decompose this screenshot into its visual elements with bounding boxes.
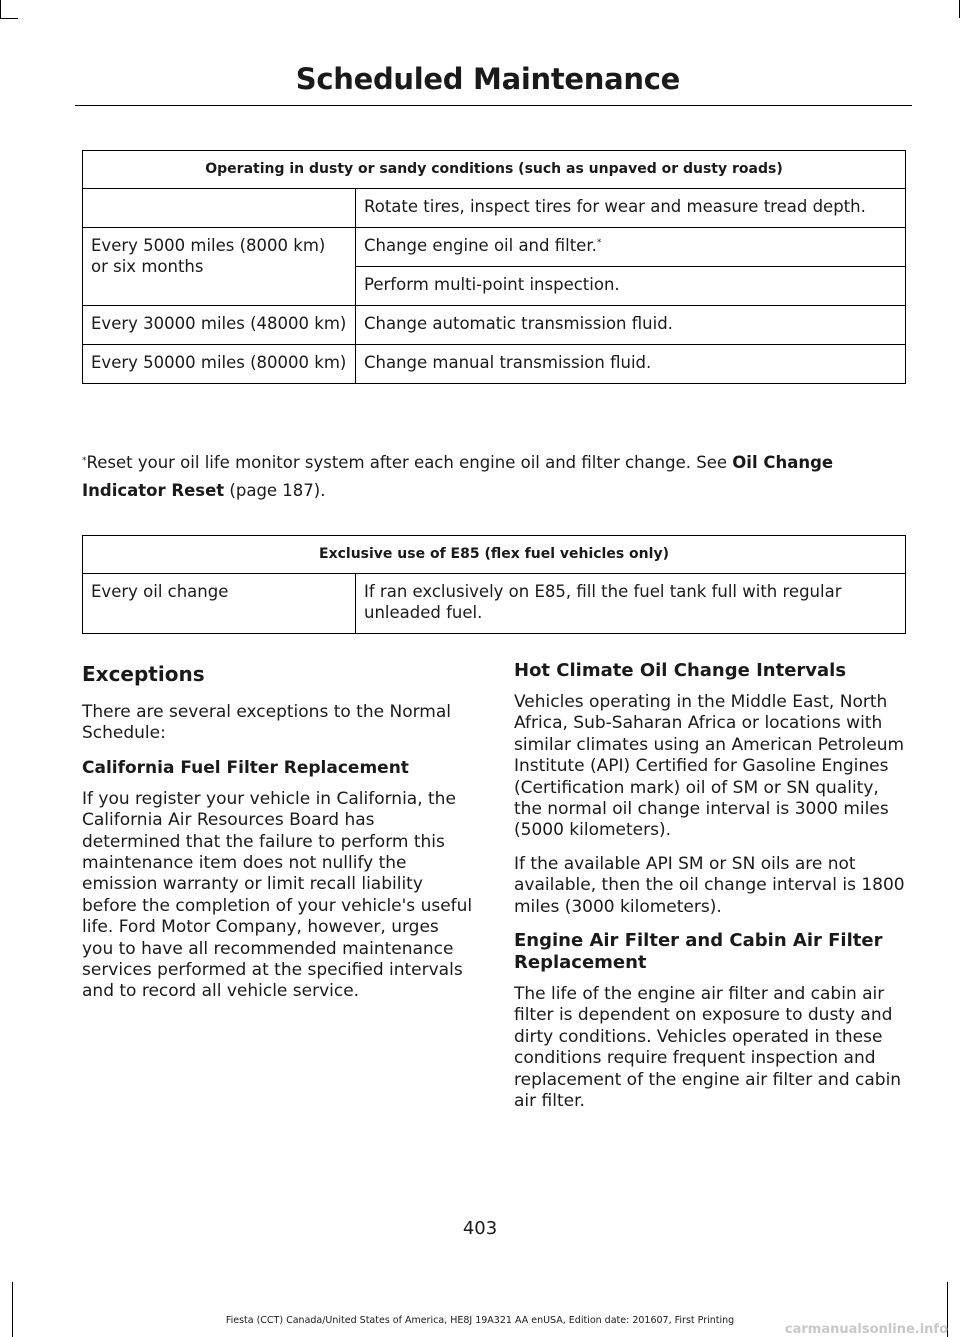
footnote-text: Reset your oil life monitor system after each engine oil and filter change. See — [86, 453, 733, 472]
california-heading: California Fuel Filter Replacement — [82, 757, 409, 778]
air-filter-heading: Engine Air Filter and Cabin Air Filter Replacement — [514, 930, 883, 974]
page-number: 403 — [462, 1218, 498, 1239]
task-cell: If ran exclusively on E85, fill the fuel tank full with regular unleaded fuel. — [356, 574, 906, 634]
right-column — [514, 660, 907, 1125]
task-cell — [356, 228, 906, 267]
hot-climate-heading: Hot Climate Oil Change Intervals — [514, 660, 847, 681]
california-body: If you register your vehicle in California, the California Air Resources Board has determined that the failure to perform this maintenance item does not nullify the emission warranty or limit recall liability before the completion of your vehicle's useful life. Ford Motor Company, however, urges you to have all recommended maintenance services performed at the specified intervals and to record all vehicle service. — [82, 788, 473, 1002]
air-filter-body: The life of the engine air filter and cabin air filter is dependent on exposure to dusty and dirty conditions. Vehicles operated in these conditions require frequent inspection and replacement of the engine air filter and cabin air filter. — [514, 984, 902, 1112]
table-row — [83, 574, 906, 634]
task-cell: Rotate tires, inspect tires for wear and measure tread depth. — [356, 189, 906, 228]
footnote-marker: * — [596, 238, 602, 248]
header-divider — [75, 105, 912, 106]
interval-cell — [83, 189, 356, 228]
footnote-marker: * — [82, 456, 87, 466]
hot-climate-para-2: If the available API SM or SN oils are not available, then the oil change interval is 1800 miles (3000 kilometers). — [514, 853, 905, 917]
exceptions-intro: There are several exceptions to the Normal Schedule: — [82, 702, 451, 744]
crop-mark-bottom-left — [12, 1282, 13, 1337]
watermark: carmanualsonline.info — [784, 1322, 948, 1337]
exceptions-heading: Exceptions — [82, 662, 205, 686]
table-title: Exclusive use of E85 (flex fuel vehicles only) — [83, 536, 906, 574]
table-row — [83, 189, 906, 228]
table-row — [83, 228, 906, 267]
edition-footer: Fiesta (CCT) Canada/United States of America, HE8J 19A321 AA enUSA, Edition date: 201607, First Printing — [225, 1315, 735, 1326]
interval-cell: Every 50000 miles (80000 km) — [83, 345, 356, 384]
table-footnote — [82, 449, 908, 505]
footnote-page-ref: (page 187). — [224, 481, 326, 500]
interval-cell: Every 5000 miles (8000 km) or six months — [83, 228, 356, 306]
task-cell: Change automatic transmission fluid. — [356, 306, 906, 345]
crop-mark-top-left — [0, 0, 1, 18]
table-row — [83, 345, 906, 384]
page-title: Scheduled Maintenance — [295, 62, 680, 96]
dusty-conditions-table — [82, 150, 906, 384]
task-text: Change engine oil and filter. — [364, 236, 597, 255]
task-cell: Perform multi-point inspection. — [356, 267, 906, 306]
interval-cell: Every 30000 miles (48000 km) — [83, 306, 356, 345]
table-title: Operating in dusty or sandy conditions (such as unpaved or dusty roads) — [83, 151, 906, 189]
oil-change-reset-link[interactable]: Oil Change Indicator Reset — [82, 453, 834, 500]
hot-climate-para: Vehicles operating in the Middle East, North Africa, Sub-Saharan Africa or locations with similar climates using an American Petroleum Institute (API) Certified for Gasoline Engines (Certification mark) oil of SM or SN quality, the normal oil change interval is 3000 miles (5000 kilometers). — [514, 692, 905, 841]
e85-table — [82, 535, 906, 634]
interval-cell: Every oil change — [83, 574, 356, 634]
left-column — [82, 660, 475, 1015]
task-cell: Change manual transmission fluid. — [356, 345, 906, 384]
table-row — [83, 306, 906, 345]
crop-mark-top-left-h — [0, 18, 18, 19]
